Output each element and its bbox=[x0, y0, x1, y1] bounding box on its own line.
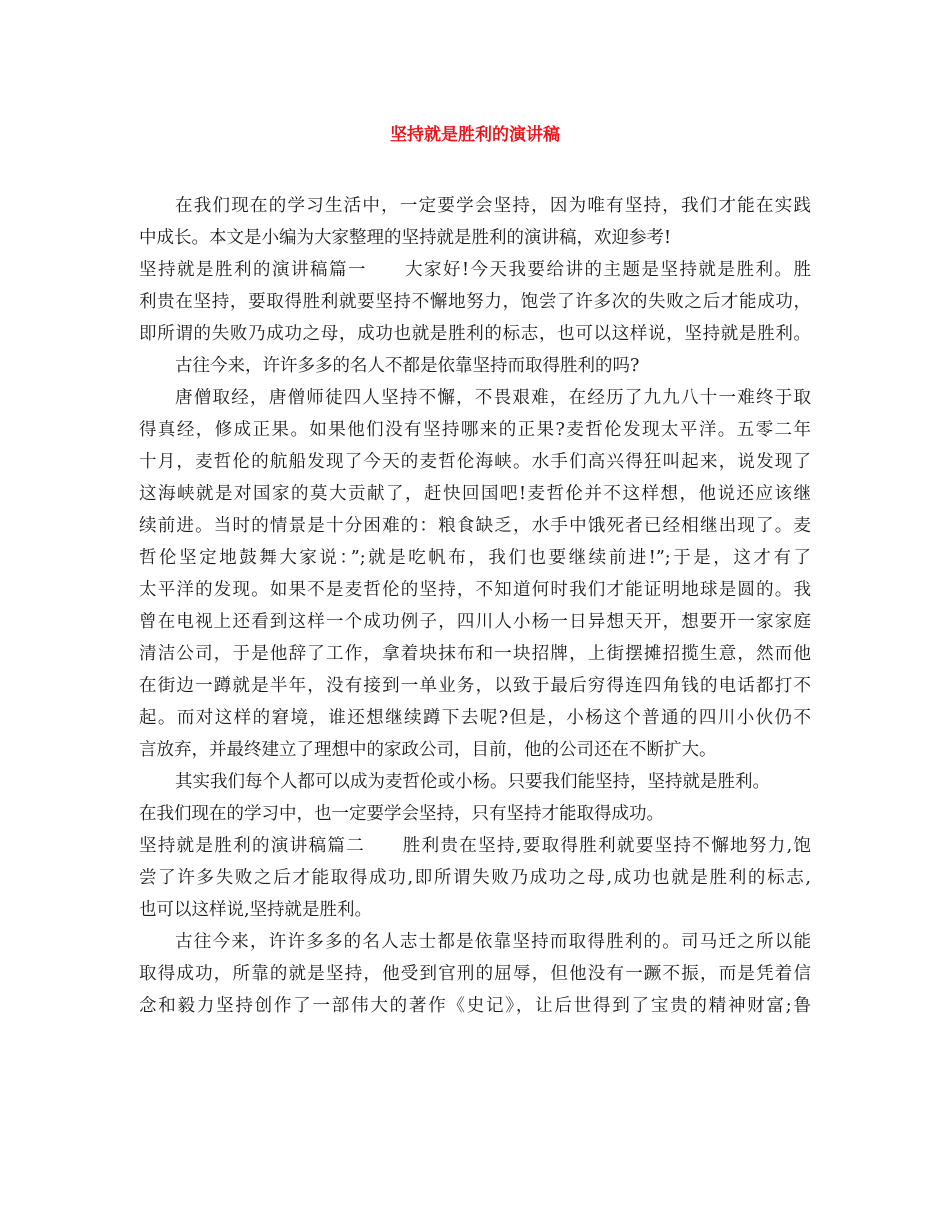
paragraph-line: 十月，麦哲伦的航船发现了今天的麦哲伦海峡。水手们高兴得狂叫起来，说发现了 bbox=[139, 452, 811, 472]
document-title: 坚持就是胜利的演讲稿 bbox=[390, 125, 560, 145]
paragraph-line: 续前进。当时的情景是十分困难的：粮食缺乏，水手中饿死者已经相继出现了。麦 bbox=[139, 516, 811, 536]
paragraph-line: 念和毅力坚持创作了一部伟大的著作《史记》，让后世得到了宝贵的精神财富;鲁 bbox=[139, 996, 811, 1016]
paragraph-line: 唐僧取经，唐僧师徒四人坚持不懈，不畏艰难，在经历了九九八十一难终于取 bbox=[175, 388, 811, 408]
paragraph-line: 言放弃，并最终建立了理想中的家政公司，目前，他的公司还在不断扩大。 bbox=[139, 740, 717, 760]
paragraph-line: 起。而对这样的窘境，谁还想继续蹲下去呢?但是，小杨这个普通的四川小伙仍不 bbox=[139, 708, 811, 728]
paragraph-line: 坚持就是胜利的演讲稿篇二 胜利贵在坚持,要取得胜利就要坚持不懈地努力,饱 bbox=[139, 836, 811, 856]
paragraph-line: 曾在电视上还看到这样一个成功例子，四川人小杨一日异想天开，想要开一家家庭 bbox=[139, 612, 811, 632]
paragraph-line: 清洁公司，于是他辞了工作，拿着块抹布和一块招牌，上街摆摊招揽生意，然而他 bbox=[139, 644, 811, 664]
paragraph-line: 中成长。本文是小编为大家整理的坚持就是胜利的演讲稿，欢迎参考! bbox=[139, 228, 672, 248]
paragraph-line: 在我们现在的学习中，也一定要学会坚持，只有坚持才能取得成功。 bbox=[139, 804, 664, 824]
paragraph-line: 利贵在坚持，要取得胜利就要坚持不懈地努力，饱尝了许多次的失败之后才能成功， bbox=[139, 292, 811, 312]
paragraph-line: 古往今来，许许多多的名人不都是依靠坚持而取得胜利的吗? bbox=[175, 356, 640, 376]
paragraph-line: 坚持就是胜利的演讲稿篇一 大家好!今天我要给讲的主题是坚持就是胜利。胜 bbox=[139, 260, 811, 280]
paragraph-line: 即所谓的失败乃成功之母，成功也就是胜利的标志，也可以这样说，坚持就是胜利。 bbox=[139, 324, 811, 344]
paragraph-line: 尝了许多失败之后才能取得成功,即所谓失败乃成功之母,成功也就是胜利的标志, bbox=[139, 868, 811, 888]
paragraph-line: 在街边一蹲就是半年，没有接到一单业务，以致于最后穷得连四角钱的电话都打不 bbox=[139, 676, 811, 696]
paragraph-line: 古往今来，许许多多的名人志士都是依靠坚持而取得胜利的。司马迁之所以能 bbox=[175, 932, 811, 952]
paragraph-line: 太平洋的发现。如果不是麦哲伦的坚持，不知道何时我们才能证明地球是圆的。我 bbox=[139, 580, 811, 600]
paragraph-line: 取得成功，所靠的就是坚持，他受到官刑的屈辱，但他没有一蹶不振，而是凭着信 bbox=[139, 964, 811, 984]
paragraph-line: 得真经，修成正果。如果他们没有坚持哪来的正果?麦哲伦发现太平洋。五零二年 bbox=[139, 420, 811, 440]
paragraph-line: 其实我们每个人都可以成为麦哲伦或小杨。只要我们能坚持，坚持就是胜利。 bbox=[175, 772, 770, 792]
paragraph-line: 这海峡就是对国家的莫大贡献了，赶快回国吧!麦哲伦并不这样想，他说还应该继 bbox=[139, 484, 811, 504]
paragraph-line: 哲伦坚定地鼓舞大家说：”;就是吃帆布，我们也要继续前进!”;于是，这才有了 bbox=[139, 548, 811, 568]
paragraph-line: 也可以这样说,坚持就是胜利。 bbox=[139, 900, 373, 920]
paragraph-line: 在我们现在的学习生活中，一定要学会坚持，因为唯有坚持，我们才能在实践 bbox=[175, 196, 811, 216]
